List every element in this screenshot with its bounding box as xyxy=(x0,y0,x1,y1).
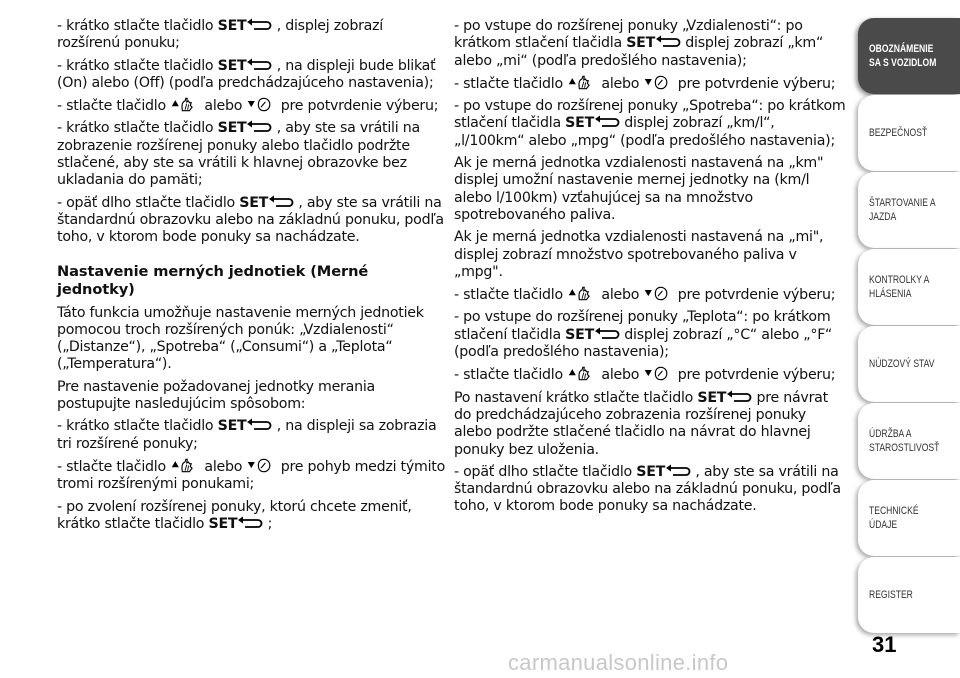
down-arrow-hand-icon xyxy=(643,286,673,301)
return-arrow-icon xyxy=(655,35,681,49)
set-label: SET xyxy=(565,326,594,343)
right-column xyxy=(454,18,846,521)
paragraph: Po nastavení krátko stlačte tlačidlo SET pre návrat do predchádzajúceho zobrazenia rozšírenej ponuky alebo podržte stlačené tlačidlo na návrat do hlavnej ponuky bez uloženia. xyxy=(454,389,828,458)
return-arrow-icon xyxy=(246,120,272,134)
page-number: 31 xyxy=(872,632,897,657)
watermark: carmanualsonline.info xyxy=(508,650,729,675)
paragraph: - po vstupe do rozšírenej ponuky „Vzdialenosti“: po krátkom stlačení tlačidla SET displej zobrazí „km“ alebo „mi“ (podľa predošlého nastavenia); xyxy=(454,18,824,69)
up-arrow-hand-icon xyxy=(567,286,597,301)
paragraph: - stlačte tlačidlo alebo pre potvrdenie výberu; xyxy=(454,75,836,92)
set-label: SET xyxy=(626,35,656,52)
left-column xyxy=(57,18,449,538)
paragraph: Pre nastavenie požadovanej jednotky merania postupujte nasledujúcim spôsobom: xyxy=(57,378,375,413)
paragraph: Ak je merná jednotka vzdialenosti nastavená na „mi", displej zobrazí množstvo spotrebovaného paliva v „mpg". xyxy=(454,229,824,280)
return-arrow-icon xyxy=(246,18,272,32)
set-label: SET xyxy=(636,463,666,480)
paragraph: - po vstupe do rozšírenej ponuky „Teplota“: po krátkom stlačení tlačidla SET displej zobrazí „°C“ alebo „°F“ (podľa predošlého nastavenia); xyxy=(454,309,832,361)
up-arrow-hand-icon xyxy=(170,458,200,473)
tab-starting-and-driving[interactable]: ŠTARTOVANIE A JAZDA xyxy=(858,172,960,248)
chapter-tab-bar xyxy=(858,18,960,630)
set-label: SET xyxy=(217,418,247,435)
set-label: SET xyxy=(697,389,727,406)
paragraph: - krátko stlačte tlačidlo SET , na displeji bude blikať (On) alebo (Off) (podľa predchádzajúceho nastavenia); xyxy=(57,57,436,91)
paragraph: - stlačte tlačidlo alebo pre potvrdenie výberu; xyxy=(454,287,836,304)
return-arrow-icon xyxy=(726,390,752,404)
tab-maintenance-and-care[interactable]: ÚDRŽBA A STAROSTLIVOSŤ xyxy=(858,403,960,479)
section-heading: Nastavenie merných jednotiek (Merné jednotky) xyxy=(57,262,369,298)
return-arrow-icon xyxy=(594,115,620,129)
tab-warning-lights-and-messages[interactable]: KONTROLKY A HLÁSENIA xyxy=(858,249,960,325)
tab-safety[interactable]: BEZPEČNOSŤ xyxy=(858,95,960,171)
tab-technical-data[interactable]: TECHNICKÉ ÚDAJE xyxy=(858,480,960,556)
set-label: SET xyxy=(217,120,247,137)
paragraph: - stlačte tlačidlo alebo pre potvrdenie výberu; xyxy=(57,98,439,115)
set-label: SET xyxy=(217,57,247,74)
set-label: SET xyxy=(208,515,238,532)
up-arrow-hand-icon xyxy=(567,366,597,381)
paragraph: Táto funkcia umožňuje nastavenie merných jednotiek pomocou troch rozšírených ponúk: „Vzdialenosti“ („Distanze“), „Spotreba“ („Consumi“) a „Teplota“ („Temperatura“). xyxy=(57,304,424,373)
set-label: SET xyxy=(239,194,269,211)
paragraph: - po zvolení rozšírenej ponuky, ktorú chcete zmeniť, krátko stlačte tlačidlo SET ; xyxy=(57,498,412,532)
return-arrow-icon xyxy=(246,58,272,72)
set-label: SET xyxy=(565,115,594,132)
paragraph: - krátko stlačte tlačidlo SET , na displeji sa zobrazia tri rozšírené ponuky; xyxy=(57,418,437,452)
tab-getting-to-know-vehicle[interactable]: OBOZNÁMENIE SA S VOZIDLOM xyxy=(858,18,960,94)
paragraph: - stlačte tlačidlo alebo pre pohyb medzi týmito tromi rozšírenými ponukami; xyxy=(57,458,446,493)
up-arrow-hand-icon xyxy=(170,97,200,112)
return-arrow-icon xyxy=(246,418,272,432)
down-arrow-hand-icon xyxy=(643,75,673,90)
tab-emergency[interactable]: NÚDZOVÝ STAV xyxy=(858,326,960,402)
paragraph: - krátko stlačte tlačidlo SET , displej zobrazí rozšírenú ponuku; xyxy=(57,18,383,52)
return-arrow-icon xyxy=(237,516,263,530)
paragraph: Ak je merná jednotka vzdialenosti nastavená na „km" displej umožní nastavenie mernej jednotky na (km/l alebo l/100km) vzťahujúcej sa na množstvo spotrebovaného paliva. xyxy=(454,155,824,223)
return-arrow-icon xyxy=(594,327,620,341)
paragraph: - opäť dlho stlačte tlačidlo SET , aby ste sa vrátili na štandardnú obrazovku alebo na základnú ponuku, podľa toho, v ktorom bode ponuky sa nachádzate. xyxy=(454,463,841,515)
paragraph: - po vstupe do rozšírenej ponuky „Spotreba“: po krátkom stlačení tlačidla SET displej zobrazí „km/l“, „l/100km“ alebo „mpg“ (podľa predošlého nastavenia); xyxy=(454,98,846,149)
down-arrow-hand-icon xyxy=(246,458,276,473)
return-arrow-icon xyxy=(665,464,691,478)
paragraph: - krátko stlačte tlačidlo SET , aby ste sa vrátili na zobrazenie rozšírenej ponuky alebo tlačidlo podržte stlačené, aby ste sa vrátili k hlavnej obrazovke bez ukladania do pamäti; xyxy=(57,120,420,189)
set-label: SET xyxy=(217,18,247,34)
paragraph: - opäť dlho stlačte tlačidlo SET , aby ste sa vrátili na štandardnú obrazovku alebo na základnú ponuku, podľa toho, v ktorom bode ponuky sa nachádzate. xyxy=(57,194,444,246)
paragraph: - stlačte tlačidlo alebo pre potvrdenie výberu; xyxy=(454,367,836,384)
tab-index[interactable]: REGISTER xyxy=(858,557,960,633)
return-arrow-icon xyxy=(268,195,294,209)
up-arrow-hand-icon xyxy=(567,75,597,90)
down-arrow-hand-icon xyxy=(643,366,673,381)
down-arrow-hand-icon xyxy=(246,97,276,112)
